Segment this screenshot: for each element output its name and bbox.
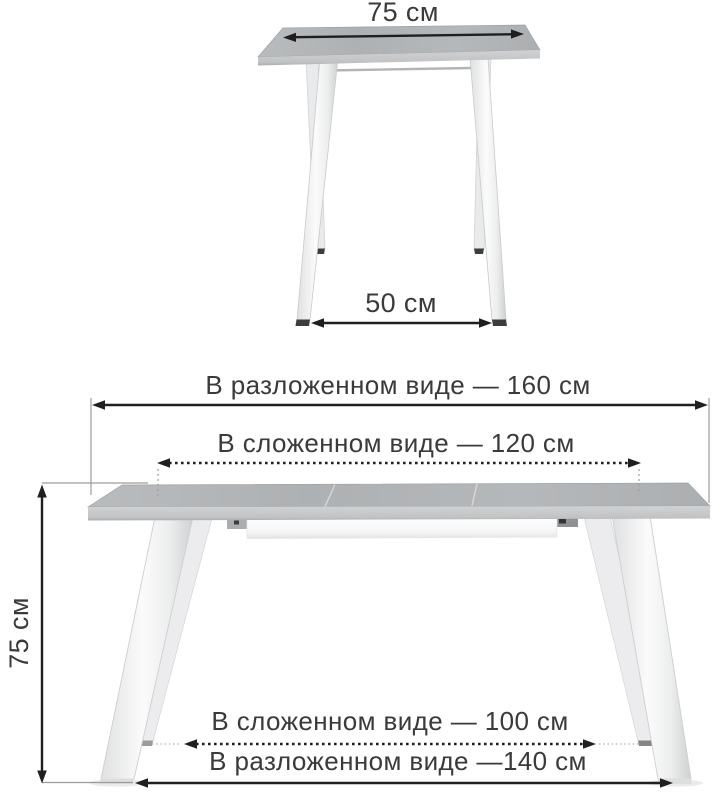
folded-leg-span-label: В сложенном виде — 100 см xyxy=(211,706,569,736)
unfolded-leg-span-arrow xyxy=(135,778,673,788)
top-width-label: 75 см xyxy=(367,0,439,27)
front-view-table-surface xyxy=(88,483,710,507)
apron-bracket-right-pin xyxy=(559,519,566,524)
folded-width-label: В сложенном виде — 120 см xyxy=(217,428,575,458)
height-label: 75 см xyxy=(3,597,34,669)
top-view-rear-right-foot xyxy=(474,249,484,255)
apron-bracket-left-pin xyxy=(234,521,239,525)
top-view-front-left-foot xyxy=(296,320,311,327)
top-leg-spacing-label: 50 см xyxy=(365,288,437,318)
top-view-front-right-foot xyxy=(492,320,507,327)
unfolded-width-arrow xyxy=(92,400,708,410)
front-view-table-edge xyxy=(88,506,710,521)
top-leg-span-arrow xyxy=(311,318,492,328)
top-view-stretcher xyxy=(326,68,471,71)
folded-width-arrow xyxy=(157,458,641,468)
front-view-front-left-foot xyxy=(100,779,135,785)
table-apron xyxy=(247,518,557,539)
top-view-figure xyxy=(258,25,540,328)
top-view-front-left-leg xyxy=(297,58,338,320)
unfolded-width-label: В разложенном виде — 160 см xyxy=(205,370,591,400)
unfolded-leg-span-label: В разложенном виде —140 см xyxy=(209,746,587,776)
height-arrow xyxy=(37,485,47,784)
